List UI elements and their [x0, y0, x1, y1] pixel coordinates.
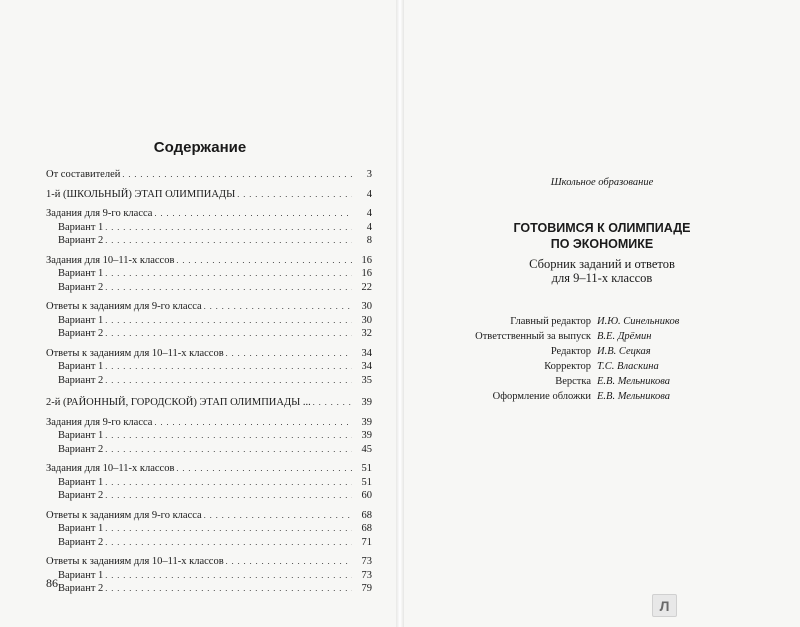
toc-leader-dots: [122, 168, 352, 182]
toc-entry-page: 16: [361, 268, 372, 279]
toc-entry-label: Вариант 2: [58, 443, 104, 455]
toc-entry-label: Ответы к заданиям для 10–11-х классов: [46, 347, 224, 359]
toc-entry-label: Вариант 1: [58, 314, 104, 326]
credit-role: Верстка: [555, 376, 591, 387]
toc-entry: [46, 267, 372, 281]
toc-leader-dots: [226, 555, 352, 569]
credit-name: Е.В. Мельникова: [597, 391, 671, 402]
table-of-contents: [46, 168, 372, 596]
toc-entry-page: 51: [361, 463, 372, 474]
toc-entry-label: Вариант 1: [58, 221, 104, 233]
credit-role: Корректор: [544, 361, 591, 372]
toc-leader-dots: [105, 360, 352, 374]
toc-entry: [46, 522, 372, 536]
toc-entry-page: 68: [361, 509, 372, 521]
toc-leader-dots: [105, 429, 352, 443]
credit-role: Редактор: [550, 346, 591, 357]
toc-leader-dots: [176, 254, 352, 268]
toc-entry: [46, 509, 372, 523]
toc-leader-dots: [105, 443, 352, 457]
toc-entry: [46, 396, 372, 410]
credit-row: [455, 329, 755, 344]
toc-entry-label: Вариант 2: [58, 374, 104, 386]
toc-entry-page: 3: [366, 169, 372, 180]
toc-leader-dots: [105, 267, 352, 281]
toc-entry-page: 39: [361, 416, 372, 428]
toc-entry-label: Вариант 1: [58, 430, 104, 441]
toc-entry: [46, 489, 372, 503]
toc-entry-label: Ответы к заданиям для 10–11-х классов: [46, 556, 224, 567]
credit-name: И.Ю. Синельников: [597, 316, 680, 327]
toc-entry-label: От составителей: [46, 169, 121, 180]
credit-name: В.Е. Дрёмин: [597, 331, 652, 342]
toc-entry: [46, 314, 372, 328]
toc-entry: [46, 347, 372, 361]
book-spine: [396, 0, 404, 627]
toc-entry-label: Вариант 1: [58, 569, 104, 581]
toc-entry: [46, 555, 372, 569]
toc-entry-page: 4: [366, 188, 372, 200]
credit-role: Оформление обложки: [492, 391, 591, 402]
toc-entry-label: Вариант 1: [58, 268, 104, 279]
toc-entry: [46, 281, 372, 295]
toc-leader-dots: [105, 489, 352, 503]
credit-row: [455, 374, 755, 389]
toc-leader-dots: [204, 509, 352, 523]
toc-entry-label: Вариант 2: [58, 235, 104, 246]
credits-list: [455, 314, 755, 404]
toc-entry-label: 2-й (РАЙОННЫЙ, ГОРОДСКОЙ) ЭТАП ОЛИМПИАДЫ ...: [46, 397, 311, 408]
toc-entry-label: Вариант 2: [58, 281, 104, 293]
toc-entry-page: 32: [361, 328, 372, 339]
book-title: [404, 220, 800, 252]
toc-entry-page: 35: [361, 374, 372, 386]
toc-entry: [46, 429, 372, 443]
toc-leader-dots: [154, 416, 352, 430]
toc-leader-dots: [105, 281, 352, 295]
book-subtitle: [404, 257, 800, 285]
book-title-line-2: ПО ЭКОНОМИКЕ: [550, 237, 654, 251]
credit-row: [455, 314, 755, 329]
toc-leader-dots: [154, 207, 352, 221]
toc-entry-page: 16: [361, 254, 372, 266]
toc-entry-label: Вариант 1: [58, 361, 104, 372]
toc-entry: [46, 207, 372, 221]
toc-entry-page: 73: [361, 556, 372, 567]
book-subtitle-line-1: Сборник заданий и ответов: [529, 257, 675, 271]
toc-entry: [46, 300, 372, 314]
toc-entry-page: 73: [361, 569, 372, 581]
toc-leader-dots: [204, 300, 352, 314]
credit-name: Т.С. Власкина: [597, 361, 659, 372]
toc-leader-dots: [105, 314, 352, 328]
toc-entry: [46, 188, 372, 202]
toc-entry-page: 60: [361, 490, 372, 501]
toc-entry-page: 39: [361, 397, 372, 408]
toc-leader-dots: [226, 347, 352, 361]
credit-name: Е.В. Мельникова: [597, 376, 671, 387]
page-number: 86: [46, 576, 58, 590]
toc-entry-page: 79: [361, 583, 372, 594]
labirint-logo-icon: [652, 594, 677, 617]
toc-entry-page: 22: [361, 281, 372, 293]
toc-entry: [46, 254, 372, 268]
toc-leader-dots: [313, 396, 352, 410]
toc-leader-dots: [105, 522, 352, 536]
toc-entry-page: 68: [361, 523, 372, 534]
toc-entry-label: Вариант 1: [58, 476, 104, 488]
toc-entry: [46, 360, 372, 374]
toc-entry: [46, 327, 372, 341]
toc-leader-dots: [237, 188, 352, 202]
credit-row: [455, 389, 755, 404]
toc-entry-page: 4: [366, 208, 372, 219]
toc-entry: [46, 476, 372, 490]
credit-name: И.В. Сецкая: [597, 346, 651, 357]
toc-entry-label: 1-й (ШКОЛЬНЫЙ) ЭТАП ОЛИМПИАДЫ: [46, 188, 236, 200]
toc-entry: [46, 221, 372, 235]
toc-entry-page: 4: [366, 221, 372, 233]
toc-entry: [46, 536, 372, 550]
toc-entry-label: Вариант 2: [58, 583, 104, 594]
toc-entry-page: 51: [361, 476, 372, 488]
toc-entry-label: Вариант 1: [58, 523, 104, 534]
toc-entry: [46, 462, 372, 476]
toc-title: Содержание: [153, 139, 247, 156]
toc-entry-label: Задания для 10–11-х классов: [46, 254, 175, 266]
toc-entry: [46, 234, 372, 248]
toc-entry: [46, 168, 372, 182]
toc-leader-dots: [105, 221, 352, 235]
toc-entry-page: 39: [361, 430, 372, 441]
watermark-letter: Л: [659, 597, 670, 614]
toc-entry-label: Ответы к заданиям для 9-го класса: [46, 509, 202, 521]
toc-entry-page: 34: [361, 347, 372, 359]
toc-entry-label: Ответы к заданиям для 9-го класса: [46, 301, 202, 312]
toc-entry-page: 30: [361, 301, 372, 312]
toc-entry: [46, 374, 372, 388]
toc-leader-dots: [176, 462, 352, 476]
series-name: Школьное образование: [550, 177, 654, 188]
toc-leader-dots: [105, 476, 352, 490]
toc-entry-page: 34: [361, 361, 372, 372]
toc-entry-label: Вариант 2: [58, 536, 104, 548]
credit-row: [455, 359, 755, 374]
toc-entry-label: Задания для 10–11-х классов: [46, 463, 175, 474]
book-subtitle-line-2: для 9–11-х классов: [551, 271, 653, 285]
toc-entry-page: 45: [361, 443, 372, 455]
toc-leader-dots: [105, 536, 352, 550]
toc-leader-dots: [105, 327, 352, 341]
toc-entry-label: Задания для 9-го класса: [46, 416, 153, 428]
toc-entry-page: 8: [366, 235, 372, 246]
toc-entry-label: Вариант 2: [58, 490, 104, 501]
toc-entry: [46, 416, 372, 430]
toc-leader-dots: [105, 569, 352, 583]
toc-entry-page: 30: [361, 314, 372, 326]
book-title-line-1: ГОТОВИМСЯ К ОЛИМПИАДЕ: [513, 221, 691, 235]
toc-leader-dots: [105, 234, 352, 248]
toc-leader-dots: [105, 374, 352, 388]
toc-entry-page: 71: [361, 536, 372, 548]
credit-role: Главный редактор: [510, 316, 591, 327]
credit-row: [455, 344, 755, 359]
toc-leader-dots: [105, 582, 352, 596]
toc-entry: [46, 443, 372, 457]
toc-entry-label: Вариант 2: [58, 328, 104, 339]
credit-role: Ответственный за выпуск: [475, 331, 591, 342]
toc-entry: [46, 569, 372, 583]
toc-entry-label: Задания для 9-го класса: [46, 208, 153, 219]
toc-entry: [46, 582, 372, 596]
